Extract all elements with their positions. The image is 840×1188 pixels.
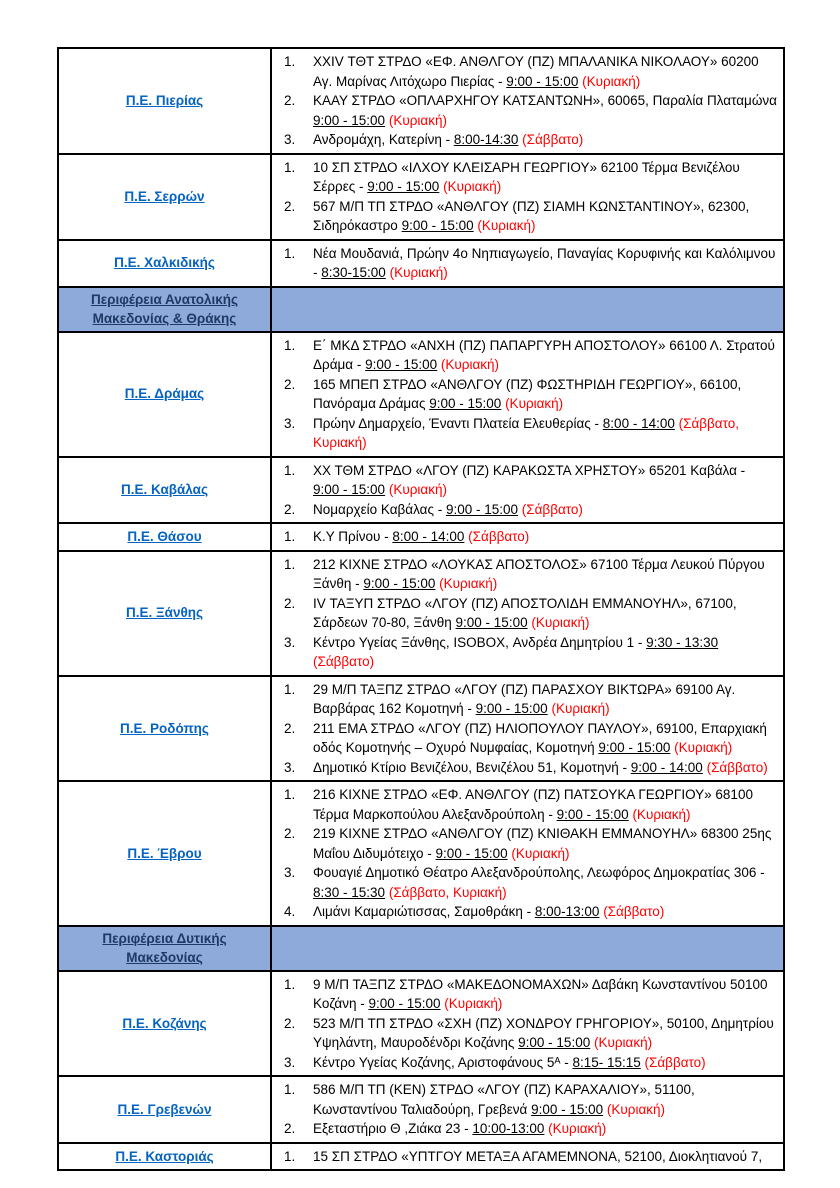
table-row xyxy=(58,1143,784,1171)
item-hours: 9:00 - 15:00 xyxy=(518,1035,591,1050)
item-number: 2. xyxy=(284,1121,296,1136)
section-empty-cell xyxy=(271,287,784,332)
items-cell xyxy=(271,1143,784,1171)
section-title-cell xyxy=(58,287,271,332)
item-text: 567 Μ/Π ΤΠ ΣΤΡΔΟ «ΑΝΘΛΓΟΥ (ΠΖ) ΣΙΑΜΗ ΚΩΝΣΤΑΝΤΙΝΟΥ», 62300, Σιδηρόκαστρο xyxy=(313,198,750,233)
item-text: 219 ΚΙΧΝΕ ΣΤΡΔΟ «ΑΝΘΛΓΟΥ (ΠΖ) ΚΝΙΘΑΚΗ ΕΜΜΑΝΟΥΗΛ» 68300 25ης Μαΐου Διδυμότειχο - xyxy=(313,826,772,861)
region-link[interactable]: Π.Ε. Σερρών xyxy=(124,188,205,204)
item-number: 1. xyxy=(284,529,296,544)
item-number: 1. xyxy=(284,556,296,572)
item-body xyxy=(313,158,777,197)
list-item xyxy=(284,414,777,453)
item-number: 3. xyxy=(284,634,296,650)
items-cell xyxy=(271,48,784,154)
table-row xyxy=(58,48,784,154)
item-days: (Κυριακή) xyxy=(582,73,641,89)
item-days: (Σάββατο) xyxy=(521,501,583,517)
item-hours: 9:00 - 15:00 xyxy=(313,482,386,497)
item-body xyxy=(313,130,777,150)
list-item xyxy=(284,758,777,778)
item-hours: 8:00-13:00 xyxy=(534,904,600,919)
item-text: ΚΑΑΥ ΣΤΡΔΟ «ΟΠΛΑΡΧΗΓΟΥ ΚΑΤΣΑΝΤΩΝΗ», 60065, Παραλία Πλαταμώνα xyxy=(313,93,777,108)
item-hours: 9:00 - 15:00 xyxy=(531,1101,604,1117)
item-text: 10 ΣΠ ΣΤΡΔΟ «ΙΛΧΟΥ ΚΛΕΙΣΑΡΗ ΓΕΩΡΓΙΟΥ» 62100 Τέρμα Βενιζέλου Σέρρες - xyxy=(313,159,740,194)
item-days: (Κυριακή) xyxy=(593,1035,653,1050)
item-text: 216 ΚΙΧΝΕ ΣΤΡΔΟ «ΕΦ. ΑΝΘΛΓΟΥ (ΠΖ) ΠΑΤΣΟΥΚΑ ΓΕΩΡΓΙΟΥ» 68100 Τέρμα Μαρκοπούλου Αλεξανδρούπολη - xyxy=(313,787,753,822)
item-body xyxy=(313,633,777,672)
table-row xyxy=(58,523,784,551)
list-item xyxy=(284,863,777,902)
item-body xyxy=(313,52,777,91)
list-item xyxy=(284,244,777,283)
list-item xyxy=(284,500,777,520)
region-cell xyxy=(58,332,271,457)
region-cell xyxy=(58,971,271,1077)
table-row xyxy=(58,781,784,926)
item-text: Πρώην Δημαρχείο, Έναντι Πλατεία Ελευθερίας - xyxy=(313,415,603,431)
item-days: (Κυριακή) xyxy=(440,357,500,372)
section-header-row xyxy=(58,926,784,971)
region-link[interactable]: Π.Ε. Δράμας xyxy=(124,386,205,402)
region-link[interactable]: Π.Ε. Έβρου xyxy=(127,845,202,861)
item-days: (Σάββατο, Κυριακή) xyxy=(313,415,740,450)
list-item xyxy=(284,785,777,824)
list-item xyxy=(284,1014,777,1053)
item-text: 212 ΚΙΧΝΕ ΣΤΡΔΟ «ΛΟΥΚΑΣ ΑΠΟΣΤΟΛΟΣ» 67100 Τέρμα Λευκού Πύργου Ξάνθη - xyxy=(313,556,765,591)
item-body xyxy=(313,785,777,824)
item-number: 2. xyxy=(284,826,296,841)
table-row xyxy=(58,971,784,1077)
section-title-cell xyxy=(58,926,271,971)
item-text: Νέα Μουδανιά, Πρώην 4ο Νηπιαγωγείο, Παναγίας Κορυφινής και Καλόλιμνου - xyxy=(313,245,776,280)
item-days: (Κυριακή) xyxy=(389,265,448,280)
item-number: 2. xyxy=(284,595,296,611)
item-text: Ε΄ ΜΚΔ ΣΤΡΔΟ «ΑΝΧΗ (ΠΖ) ΠΑΠΑΡΓΥΡΗ ΑΠΟΣΤΟΛΟΥ» 66100 Λ. Στρατού Δράμα - xyxy=(313,337,775,372)
region-link[interactable]: Π.Ε. Κοζάνης xyxy=(122,1015,207,1031)
items-cell xyxy=(271,971,784,1077)
item-text: 165 ΜΠΕΠ ΣΤΡΔΟ «ΑΝΘΛΓΟΥ (ΠΖ) ΦΩΣΤΗΡΙΔΗ ΓΕΩΡΓΙΟΥ», 66100, Πανόραμα Δράμας xyxy=(313,376,742,411)
item-days: (Σάββατο) xyxy=(468,529,530,544)
items-cell xyxy=(271,676,784,782)
item-hours: 9:00 - 15:00 xyxy=(598,740,671,755)
item-days: (Κυριακή) xyxy=(606,1101,666,1117)
item-text: Νομαρχείο Καβάλας - xyxy=(313,501,446,517)
item-number: 4. xyxy=(284,904,296,919)
item-number: 3. xyxy=(284,132,296,147)
item-days: (Κυριακή) xyxy=(439,576,498,591)
table-body xyxy=(58,48,784,1170)
list-item xyxy=(284,52,777,91)
region-cell xyxy=(58,240,271,287)
item-days: (Κυριακή) xyxy=(444,996,503,1011)
table-row xyxy=(58,676,784,782)
items-cell xyxy=(271,523,784,551)
item-hours: 8:30-15:00 xyxy=(321,265,386,280)
item-text: ΧΧ ΤΘΜ ΣΤΡΔΟ «ΛΓΟΥ (ΠΖ) ΚΑΡΑΚΩΣΤΑ ΧΡΗΣΤΟΥ» 65201 Καβάλα - xyxy=(313,462,746,478)
region-link[interactable]: Π.Ε. Χαλκιδικής xyxy=(114,255,215,271)
list-item xyxy=(284,197,777,236)
list-item xyxy=(284,1080,777,1119)
section-empty-cell xyxy=(271,926,784,971)
item-number: 1. xyxy=(284,681,296,697)
region-cell xyxy=(58,1143,271,1171)
item-hours: 9:30 - 13:30 xyxy=(646,634,719,650)
item-body xyxy=(313,375,777,414)
item-text: Φουαγιέ Δημοτικό Θέατρο Αλεξανδρούπολης, Λεωφόρος Δημοκρατίας 306 - xyxy=(313,865,765,880)
item-hours: 8:30 - 15:30 xyxy=(313,884,386,900)
item-body xyxy=(313,863,777,902)
item-body xyxy=(313,824,777,863)
item-body xyxy=(313,461,777,500)
list-item xyxy=(284,91,777,130)
section-title: Περιφέρεια Δυτικής Μακεδονίας xyxy=(102,930,227,965)
item-body xyxy=(313,500,777,520)
item-body xyxy=(313,555,777,594)
list-item xyxy=(284,555,777,594)
region-link[interactable]: Π.Ε. Γρεβενών xyxy=(117,1101,212,1117)
item-days: (Σάββατο, Κυριακή) xyxy=(388,884,507,900)
item-days: (Κυριακή) xyxy=(388,112,447,128)
item-days: (Κυριακή) xyxy=(388,482,447,497)
list-item xyxy=(284,336,777,375)
item-body xyxy=(313,414,777,453)
section-header-row xyxy=(58,287,784,332)
item-body xyxy=(313,975,777,1014)
item-body xyxy=(313,594,777,633)
table-row xyxy=(58,1076,784,1143)
item-text: Ανδρομάχη, Κατερίνη - xyxy=(313,132,454,147)
item-number: 2. xyxy=(284,1015,296,1031)
item-hours: 9:00 - 15:00 xyxy=(363,576,436,591)
item-hours: 9:00 - 15:00 xyxy=(556,806,629,822)
list-item xyxy=(284,461,777,500)
list-item xyxy=(284,1147,777,1167)
region-link[interactable]: Π.Ε. Πιερίας xyxy=(125,93,204,108)
table-row xyxy=(58,332,784,457)
item-hours: 9:00 - 15:00 xyxy=(368,996,441,1011)
item-body xyxy=(313,336,777,375)
list-item xyxy=(284,719,777,758)
list-item xyxy=(284,130,777,150)
item-hours: 9:00 - 15:00 xyxy=(435,845,508,861)
item-hours: 9:00 - 15:00 xyxy=(506,73,579,89)
region-cell xyxy=(58,551,271,676)
region-link[interactable]: Π.Ε. Ροδόπης xyxy=(120,720,209,736)
item-hours: 9:00 - 15:00 xyxy=(429,396,502,411)
items-cell xyxy=(271,240,784,287)
item-number: 1. xyxy=(284,462,296,478)
item-text: 211 ΕΜΑ ΣΤΡΔΟ «ΛΓΟΥ (ΠΖ) ΗΛΙΟΠΟΥΛΟΥ ΠΑΥΛΟΥ», 69100, Επαρχιακή οδός Κομοτηνής – Οχυρό Νυμφαίας, Κομοτηνή xyxy=(313,720,767,755)
item-number: 1. xyxy=(284,787,296,802)
item-days: (Κυριακή) xyxy=(511,845,570,861)
item-number: 1. xyxy=(284,337,296,353)
item-number: 2. xyxy=(284,93,296,108)
list-item xyxy=(284,527,777,547)
item-number: 1. xyxy=(284,1082,296,1097)
item-hours: 9:00 - 14:00 xyxy=(630,759,703,775)
region-link[interactable]: Π.Ε. Ξάνθης xyxy=(125,605,204,621)
item-hours: 9:00 - 15:00 xyxy=(365,357,438,372)
item-text: 523 Μ/Π ΤΠ ΣΤΡΔΟ «ΣΧΗ (ΠΖ) ΧΟΝΔΡΟΥ ΓΡΗΓΟΡΙΟΥ», 50100, Δημητρίου Υψηλάντη, Μαυροδένδρι Κοζάνης xyxy=(313,1015,774,1050)
item-days: (Σάββατο) xyxy=(313,654,375,669)
item-number: 2. xyxy=(284,376,296,392)
list-item xyxy=(284,633,777,672)
items-cell xyxy=(271,332,784,457)
list-item xyxy=(284,975,777,1014)
item-text: 15 ΣΠ ΣΤΡΔΟ «ΥΠΤΓΟΥ ΜΕΤΑΞΑ ΑΓΑΜΕΜΝΟΝΑ, 52100, Διοκλητιανού 7, xyxy=(313,1148,763,1164)
region-cell xyxy=(58,1076,271,1143)
item-text: 586 Μ/Π ΤΠ (ΚΕΝ) ΣΤΡΔΟ «ΛΓΟΥ (ΠΖ) ΚΑΡΑΧΑΛΙΟΥ», 51100, Κωνσταντίνου Ταλιαδούρη, Γρεβενά xyxy=(313,1082,695,1117)
region-cell xyxy=(58,154,271,240)
item-number: 2. xyxy=(284,198,296,214)
item-hours: 9:00 - 15:00 xyxy=(313,112,386,128)
vaccination-points-table xyxy=(57,47,785,1171)
list-item xyxy=(284,594,777,633)
items-cell xyxy=(271,154,784,240)
item-body xyxy=(313,244,777,283)
item-number: 1. xyxy=(284,976,296,992)
item-days: (Σάββατο) xyxy=(603,904,665,919)
item-days: (Κυριακή) xyxy=(477,218,536,233)
item-hours: 9:00 - 15:00 xyxy=(455,615,528,630)
item-days: (Κυριακή) xyxy=(632,806,691,822)
item-body xyxy=(313,1053,777,1073)
item-days: (Κυριακή) xyxy=(674,740,733,755)
list-item xyxy=(284,1053,777,1073)
list-item xyxy=(284,680,777,719)
item-text: IV ΤΑΞΥΠ ΣΤΡΔΟ «ΛΓΟΥ (ΠΖ) ΑΠΟΣΤΟΛΙΔΗ ΕΜΜΑΝΟΥΗΛ», 67100, Σάρδεων 70-80, Ξάνθη xyxy=(313,595,737,630)
section-title: Περιφέρεια Ανατολικής Μακεδονίας & Θράκης xyxy=(90,291,239,326)
item-hours: 10:00-13:00 xyxy=(472,1121,545,1136)
item-text: Λιμάνι Καμαριώτισσας, Σαμοθράκη - xyxy=(313,904,535,919)
region-link[interactable]: Π.Ε. Καστοριάς xyxy=(115,1148,214,1164)
region-cell xyxy=(58,781,271,926)
item-days: (Κυριακή) xyxy=(505,396,564,411)
item-number: 3. xyxy=(284,865,296,880)
item-hours: 8:00-14:30 xyxy=(453,132,519,147)
list-item xyxy=(284,375,777,414)
item-hours: 9:00 - 15:00 xyxy=(367,179,440,194)
item-text: XXIV ΤΘΤ ΣΤΡΔΟ «ΕΦ. ΑΝΘΛΓΟΥ (ΠΖ) ΜΠΑΛΑΝΙΚΑ ΝΙΚΟΛΑΟΥ» 60200 Αγ. Μαρίνας Λιτόχωρο Πιερίας - xyxy=(313,54,759,89)
table-row xyxy=(58,457,784,524)
item-hours: 9:00 - 15:00 xyxy=(445,501,519,517)
item-body xyxy=(313,680,777,719)
item-text: Κέντρο Υγείας Κοζάνης, Αριστοφάνους 5ᴬ - xyxy=(313,1054,573,1070)
item-text: Δημοτικό Κτίριο Βενιζέλου, Βενιζέλου 51, Κομοτηνή - xyxy=(313,759,631,775)
table-row xyxy=(58,240,784,287)
item-number: 1. xyxy=(284,159,296,175)
item-hours: 8:00 - 14:00 xyxy=(392,529,465,544)
item-body xyxy=(313,1014,777,1053)
item-number: 2. xyxy=(284,720,296,736)
item-hours: 8:15- 15:15 xyxy=(572,1054,641,1070)
item-body xyxy=(313,758,777,778)
items-cell xyxy=(271,781,784,926)
item-days: (Κυριακή) xyxy=(443,179,502,194)
region-link[interactable]: Π.Ε. Θάσου xyxy=(127,529,202,544)
item-days: (Σάββατο) xyxy=(522,132,584,147)
item-text: Κ.Υ Πρίνου - xyxy=(313,529,393,544)
item-days: (Κυριακή) xyxy=(551,701,610,716)
item-number: 3. xyxy=(284,1054,296,1070)
item-body xyxy=(313,91,777,130)
item-days: (Σάββατο) xyxy=(644,1054,706,1070)
item-number: 3. xyxy=(284,415,296,431)
item-text: Εξεταστήριο Θ ,Ζιάκα 23 - xyxy=(313,1121,473,1136)
list-item xyxy=(284,824,777,863)
item-body xyxy=(313,527,777,547)
item-days: (Σάββατο) xyxy=(706,759,768,775)
list-item xyxy=(284,1119,777,1139)
region-cell xyxy=(58,676,271,782)
item-body xyxy=(313,1080,777,1119)
item-body xyxy=(313,197,777,236)
region-cell xyxy=(58,48,271,154)
item-body xyxy=(313,719,777,758)
region-cell xyxy=(58,457,271,524)
item-number: 3. xyxy=(284,759,296,775)
item-number: 1. xyxy=(284,54,296,69)
item-body xyxy=(313,1147,777,1167)
table-row xyxy=(58,551,784,676)
item-hours: 8:00 - 14:00 xyxy=(602,415,675,431)
region-link[interactable]: Π.Ε. Καβάλας xyxy=(121,482,208,497)
item-days: (Κυριακή) xyxy=(548,1121,607,1136)
items-cell xyxy=(271,551,784,676)
item-number: 1. xyxy=(284,245,296,261)
list-item xyxy=(284,902,777,922)
item-text: 29 Μ/Π ΤΑΞΠΖ ΣΤΡΔΟ «ΛΓΟΥ (ΠΖ) ΠΑΡΑΣΧΟΥ ΒΙΚΤΩΡΑ» 69100 Αγ. Βαρβάρας 162 Κομοτηνή - xyxy=(313,681,736,716)
region-cell xyxy=(58,523,271,551)
item-hours: 9:00 - 15:00 xyxy=(475,701,548,716)
item-number: 2. xyxy=(284,501,296,517)
items-cell xyxy=(271,1076,784,1143)
list-item xyxy=(284,158,777,197)
items-cell xyxy=(271,457,784,524)
item-hours: 9:00 - 15:00 xyxy=(401,218,474,233)
table-row xyxy=(58,154,784,240)
item-body xyxy=(313,1119,777,1139)
item-days: (Κυριακή) xyxy=(531,615,590,630)
item-text: 9 Μ/Π ΤΑΞΠΖ ΣΤΡΔΟ «ΜΑΚΕΔΟΝΟΜΑΧΩΝ» Δαβάκη Κωνσταντίνου 50100 Κοζάνη - xyxy=(313,976,768,1011)
item-body xyxy=(313,902,777,922)
item-text: Κέντρο Υγείας Ξάνθης, ISOBOX, Ανδρέα Δημητρίου 1 - xyxy=(313,634,647,650)
item-number: 1. xyxy=(284,1148,296,1164)
